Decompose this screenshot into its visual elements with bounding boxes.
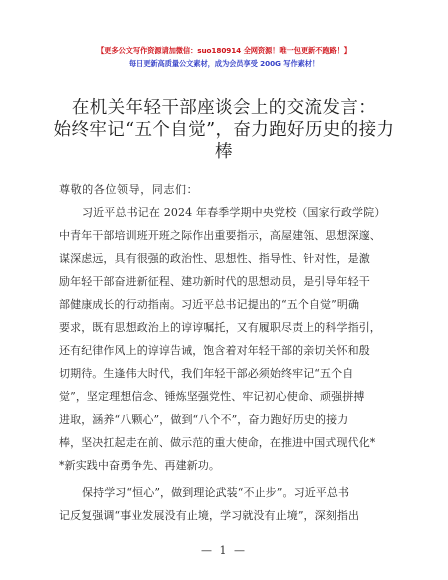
document-title-line-1: 在机关年轻干部座谈会上的交流发言： xyxy=(71,98,377,118)
body-line: 觉”，坚定理想信念、锤炼坚强党性、牢记初心使命、顽强拼搏 xyxy=(59,390,365,403)
body-line: 切期待。生逢伟大时代，我们年轻干部必须始终牢记“五个自 xyxy=(59,367,354,380)
promo-banner-line-1: 【更多公文写作资源请加微信：suo180914 全网资源！唯一包更新不跑路！】 xyxy=(97,46,351,55)
body-line: 还有纪律作风上的谆谆告诫，饱含着对年轻干部的亲切关怀和殷 xyxy=(59,344,370,357)
document-title-line-2: 始终牢记“五个自觉”，奋力跑好历史的接力 xyxy=(53,120,395,140)
document-title-line-3: 棒 xyxy=(215,142,233,162)
body-line: 谋深虑远，具有很强的政治性、思想性、指导性、针对性，是激 xyxy=(59,252,370,265)
promo-banner-line-2: 每日更新高质量公文素材，成为会员享受 200G 写作素材！ xyxy=(128,59,320,68)
body-line: *新实践中奋勇争先、再建新功。 xyxy=(59,459,220,472)
body-line: 励年轻干部奋进新征程、建功新时代的思想动员，是引导年轻干 xyxy=(59,275,370,288)
body-line: 中青年干部培训班开班之际作出重要指示，高屋建瓴、思想深邃、 xyxy=(59,229,381,242)
body-line: 保持学习“恒心”，做到理论武装“不止步”。习近平总书 xyxy=(82,486,350,499)
body-line: 部健康成长的行动指南。习近平总书记提出的“五个自觉”明确 xyxy=(59,298,360,311)
page-number: — 1 — xyxy=(201,544,247,557)
body-line: 记反复强调“事业发展没有止境，学习就没有止境”，深刻指出 xyxy=(59,509,360,522)
salutation: 尊敬的各位领导，同志们： xyxy=(59,183,199,196)
body-line: 棒，坚决扛起走在前、做示范的重大使命，在推进中国式现代化* xyxy=(59,436,376,449)
body-line: 进取，涵养“八颗心”，做到“八个不”，奋力跑好历史的接力 xyxy=(59,413,349,426)
body-line: 习近平总书记在 2024 年春季学期中央党校（国家行政学院） xyxy=(82,206,386,219)
body-line: 要求，既有思想政治上的谆谆嘱托，又有履职尽责上的科学指引， xyxy=(59,321,381,334)
